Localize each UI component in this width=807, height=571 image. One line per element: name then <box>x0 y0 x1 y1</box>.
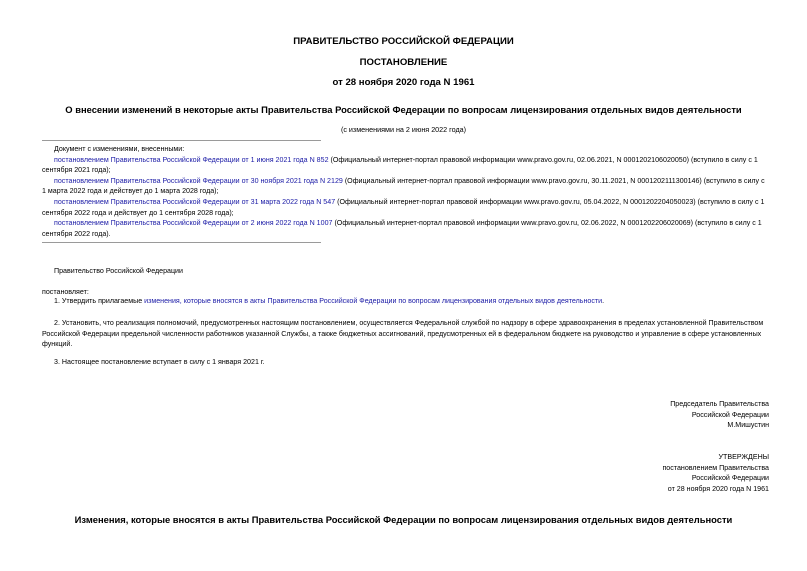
paragraph-3: 3. Настоящее постановление вступает в силу с 1 января 2021 г. <box>54 358 265 366</box>
signature-position: Председатель Правительства <box>670 400 769 408</box>
amendment-item: постановлением Правительства Российской Федерации от 31 марта 2022 года N 547 (Официальный интернет-портал правовой информации www.pravo.gov.ru, 05.04.2022, N 0001202204050023) (вступило в силу с 1 сентября 2022 года и действует до 1 сентября 2028 года); <box>42 197 765 217</box>
amendment-item: постановлением Правительства Российской Федерации от 1 июня 2021 года N 852 (Официальный интернет-портал правовой информации www.pravo.gov.ru, 02.06.2021, N 0001202106020050) (вступило в силу с 1 сентября 2021 года); <box>42 155 758 175</box>
amendment-link-2129[interactable]: постановлением Правительства Российской Федерации от 30 ноября 2021 года N 2129 <box>54 176 343 185</box>
amendment-link-852[interactable]: постановлением Правительства Российской Федерации от 1 июня 2021 года N 852 <box>54 155 329 164</box>
paragraph-2: 2. Установить, что реализация полномочий, предусмотренных настоящим постановлением, осуществляется Федеральной службой по надзору в сфере здравоохранения в пределах установленной Правительством Российской Федерации предельной численности работников указанной Службы, а также бюджетных ассигнований, предусмотренных ей в федеральном бюджете на руководство и управление в сфере установленных функций. <box>42 319 764 349</box>
amendment-link-547[interactable]: постановлением Правительства Российской Федерации от 31 марта 2022 года N 547 <box>54 197 336 206</box>
signature-position-2: Российской Федерации <box>691 410 769 419</box>
approved-label: УТВЕРЖДЕНЫ <box>718 453 769 461</box>
approved-date: от 28 ноября 2020 года N 1961 <box>667 484 769 493</box>
paragraph-1: 1. Утвердить прилагаемые изменения, которые вносятся в акты Правительства Российской Федерации по вопросам лицензирования отдельных видов деятельности. <box>54 297 605 305</box>
approved-by-2: Российской Федерации <box>691 474 769 483</box>
document-date-number: от 28 ноября 2020 года N 1961 <box>332 77 475 88</box>
signature-block <box>469 399 769 431</box>
amendments-block <box>42 144 769 239</box>
appendix-title: Изменения, которые вносятся в акты Правительства Российской Федерации по вопросам лицензирования отдельных видов деятельности <box>74 514 733 525</box>
approval-block <box>469 452 769 494</box>
signatory-name: М.Мишустин <box>727 421 769 430</box>
amendment-item: постановлением Правительства Российской Федерации от 30 ноября 2021 года N 2129 (Официальный интернет-портал правовой информации www.pravo.gov.ru, 30.11.2021, N 0001202111300146) (вступило в силу с 1 марта 2022 года и действует до 1 марта 2028 года); <box>42 176 765 196</box>
amendments-bottom-rule <box>42 242 321 243</box>
government-heading: ПРАВИТЕЛЬСТВО РОССИЙСКОЙ ФЕДЕРАЦИИ <box>293 36 514 47</box>
document-title: О внесении изменений в некоторые акты Правительства Российской Федерации по вопросам лицензирования отдельных видов деятельности <box>65 104 742 115</box>
amendments-intro: Документ с изменениями, внесенными: <box>54 145 185 153</box>
amendment-item: постановлением Правительства Российской Федерации от 2 июня 2022 года N 1007 (Официальный интернет-портал правовой информации www.pravo.gov.ru, 02.06.2022, N 0001202206020069) (вступило в силу с 1 сентября 2022 года). <box>42 219 762 238</box>
document-type: ПОСТАНОВЛЕНИЕ <box>359 57 448 68</box>
resolves-text: постановляет: <box>42 288 89 296</box>
changes-link[interactable]: изменения, которые вносятся в акты Правительства Российской Федерации по вопросам лицензирования отдельных видов деятельности <box>144 297 603 305</box>
government-text: Правительство Российской Федерации <box>54 267 183 275</box>
approved-by: постановлением Правительства <box>662 463 769 472</box>
amendments-top-rule <box>42 140 321 141</box>
edition-note: (с изменениями на 2 июня 2022 года) <box>340 125 467 134</box>
amendment-link-1007[interactable]: постановлением Правительства Российской Федерации от 2 июня 2022 года N 1007 <box>54 219 333 228</box>
